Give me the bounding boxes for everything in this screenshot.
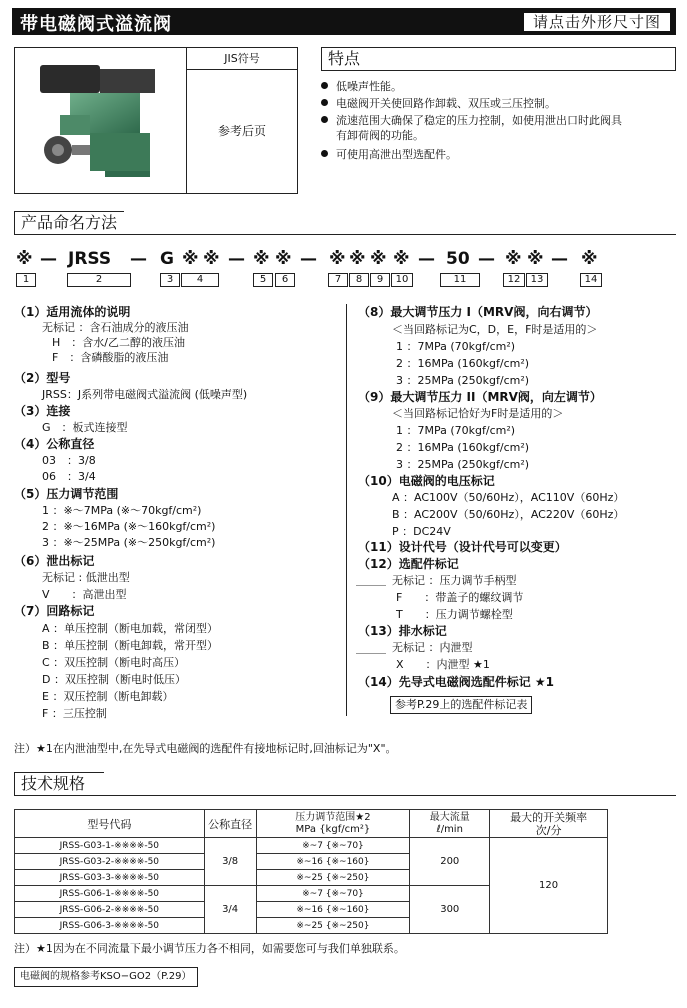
divider bbox=[356, 653, 386, 654]
code-number: 5 bbox=[253, 273, 273, 287]
divider bbox=[14, 795, 676, 796]
code-part: ※ bbox=[393, 249, 410, 269]
table-row: JRSS-G06-3-※※※※-50 ※~25 {※~250} bbox=[15, 918, 608, 934]
code-number: 13 bbox=[526, 273, 548, 287]
divider bbox=[14, 234, 676, 235]
valve-product-image bbox=[30, 55, 180, 185]
code-number: 9 bbox=[370, 273, 390, 287]
code-part: ※ bbox=[527, 249, 544, 269]
code-part: ※ bbox=[275, 249, 292, 269]
code-number: 1 bbox=[16, 273, 36, 287]
code-part: — bbox=[418, 249, 435, 269]
column-divider bbox=[346, 304, 347, 716]
option-line: C ：双压控制（断电时高压） bbox=[42, 656, 186, 669]
option-line: 06 ：3/4 bbox=[42, 470, 96, 483]
option-line: 无标记 ：含石油成分的液压油 bbox=[42, 321, 189, 334]
code-part: ※ bbox=[581, 249, 598, 269]
option-line: 3 ：※～25MPa (※～250kgf/cm²) bbox=[42, 536, 216, 549]
option-line: 2 ：※～16MPa (※～160kgf/cm²) bbox=[42, 520, 216, 533]
naming-heading: 产品命名方法 bbox=[14, 211, 124, 235]
code-part: — bbox=[300, 249, 317, 269]
option-line: G ：板式连接型 bbox=[42, 421, 128, 434]
note: 注）★1在内泄油型中,在先导式电磁阀的选配件有接地标记时,回油标记为"X"。 bbox=[14, 742, 397, 755]
option-line: 无标记 ：压力调节手柄型 bbox=[392, 574, 517, 587]
option-line: 2 ：16MPa (160kgf/cm²) bbox=[396, 441, 530, 454]
option-line: T ：压力调节螺栓型 bbox=[396, 608, 513, 621]
jis-symbol-label: JIS符号 bbox=[224, 52, 260, 65]
option-heading: （10）电磁阀的电压标记 bbox=[358, 474, 495, 488]
code-part: — bbox=[551, 249, 568, 269]
option-line: X ：内泄型 ★1 bbox=[396, 658, 490, 671]
option-line: F ：带盖子的螺纹调节 bbox=[396, 591, 524, 604]
spec-heading: 技术规格 bbox=[14, 772, 104, 796]
option-heading: （13）排水标记 bbox=[358, 624, 447, 638]
col-header: 公称直径 bbox=[204, 810, 256, 838]
option-line: 无标记 : 低泄出型 bbox=[42, 571, 130, 584]
code-part: G bbox=[160, 249, 174, 269]
bullet-icon bbox=[321, 150, 328, 157]
bullet-icon bbox=[321, 82, 328, 89]
option-line: A ：AC100V（50/60Hz），AC110V（60Hz） bbox=[392, 491, 625, 504]
option-line: D ：双压控制（断电时低压） bbox=[42, 673, 186, 686]
option-heading: （14）先导式电磁阀选配件标记 ★1 bbox=[358, 675, 554, 689]
option-heading: （1）适用流体的说明 bbox=[14, 305, 131, 319]
code-part: ※ bbox=[203, 249, 220, 269]
col-header: 最大流量 ℓ/min bbox=[410, 810, 490, 838]
code-number: 7 bbox=[328, 273, 348, 287]
code-number: 14 bbox=[580, 273, 602, 287]
code-part: JRSS bbox=[68, 249, 112, 269]
option-heading: （9）最大调节压力 II（MRV阀，向左调节） bbox=[358, 390, 602, 404]
option-ref-box[interactable]: 参考P.29上的选配件标记表 bbox=[390, 696, 532, 714]
option-line: 无标记 ：内泄型 bbox=[392, 641, 473, 654]
outline-drawing-link[interactable]: 请点击外形尺寸图 bbox=[522, 11, 672, 33]
option-heading: （6）泄出标记 bbox=[14, 554, 95, 568]
option-line: JRSS：J系列带电磁阀式溢流阀 (低噪声型) bbox=[42, 388, 248, 401]
divider bbox=[186, 69, 298, 70]
code-part: ※ bbox=[349, 249, 366, 269]
code-part: — bbox=[228, 249, 245, 269]
page-title: 带电磁阀式溢流阀 bbox=[20, 14, 172, 35]
feature-item: 电磁阀开关使回路作卸载、双压或三压控制。 bbox=[321, 97, 556, 111]
col-header: 压力调节范围★2 MPa {kgf/cm²} bbox=[256, 810, 410, 838]
bullet-icon bbox=[321, 99, 328, 106]
note: 注）★1因为在不同流量下最小调节压力各不相同，如需要您可与我们单独联系。 bbox=[14, 942, 405, 955]
code-part: — bbox=[130, 249, 147, 269]
code-number: 11 bbox=[440, 273, 480, 287]
code-number: 12 bbox=[503, 273, 525, 287]
option-line: 3 ：25MPa (250kgf/cm²) bbox=[396, 374, 530, 387]
option-line: F ：三压控制 bbox=[42, 707, 107, 720]
feature-item-cont: 有卸荷阀的功能。 bbox=[336, 129, 424, 142]
option-line: A ：单压控制（断电加载，常闭型） bbox=[42, 622, 219, 635]
option-heading: （2）型号 bbox=[14, 371, 71, 385]
option-heading: （5）压力调节范围 bbox=[14, 487, 119, 501]
option-heading: （3）连接 bbox=[14, 404, 71, 418]
table-row: JRSS-G03-3-※※※※-50 ※~25 {※~250} bbox=[15, 870, 608, 886]
option-line: E ：双压控制（断电卸载） bbox=[42, 690, 174, 703]
code-number: 8 bbox=[349, 273, 369, 287]
option-line: H ：含水/乙二醇的液压油 bbox=[52, 336, 185, 349]
table-row: JRSS-G03-2-※※※※-50 ※~16 {※~160} bbox=[15, 854, 608, 870]
features-heading: 特点 bbox=[321, 47, 676, 71]
option-line: ＜当回路标记恰好为F时是适用的＞ bbox=[392, 407, 564, 420]
code-number: 2 bbox=[67, 273, 131, 287]
table-row: JRSS-G06-1-※※※※-50 3/4 ※~7 {※~70} 300 bbox=[15, 886, 608, 902]
col-header: 型号代码 bbox=[15, 810, 205, 838]
code-part: ※ bbox=[253, 249, 270, 269]
option-heading: （11）设计代号（设计代号可以变更） bbox=[358, 540, 567, 554]
code-part: ※ bbox=[182, 249, 199, 269]
option-line: 2 ：16MPa (160kgf/cm²) bbox=[396, 357, 530, 370]
code-number: 6 bbox=[275, 273, 295, 287]
option-line: 1 ：※～7MPa (※～70kgf/cm²) bbox=[42, 504, 202, 517]
option-line: ＜当回路标记为C，D，E，F时是适用的＞ bbox=[392, 323, 598, 336]
option-line: 1 ：7MPa (70kgf/cm²) bbox=[396, 424, 516, 437]
option-heading: （4）公称直径 bbox=[14, 437, 95, 451]
code-number: 10 bbox=[391, 273, 413, 287]
col-header: 最大的开关频率 次/分 bbox=[490, 810, 608, 838]
code-number: 3 bbox=[160, 273, 180, 287]
code-part: — bbox=[40, 249, 57, 269]
divider bbox=[356, 585, 386, 586]
option-line: 1 ：7MPa (70kgf/cm²) bbox=[396, 340, 516, 353]
spec-table bbox=[14, 809, 608, 934]
option-line: F ：含磷酸脂的液压油 bbox=[52, 351, 169, 364]
option-line: B ：AC200V（50/60Hz），AC220V（60Hz） bbox=[392, 508, 625, 521]
option-line: 3 ：25MPa (250kgf/cm²) bbox=[396, 458, 530, 471]
code-part: — bbox=[478, 249, 495, 269]
option-heading: （8）最大调节压力 I（MRV阀，向右调节） bbox=[358, 305, 598, 319]
option-heading: （7）回路标记 bbox=[14, 604, 95, 618]
bullet-icon bbox=[321, 116, 328, 123]
option-line: B ：单压控制（断电卸载，常开型） bbox=[42, 639, 219, 652]
code-part: ※ bbox=[505, 249, 522, 269]
code-number: 4 bbox=[181, 273, 219, 287]
table-row: JRSS-G06-2-※※※※-50 ※~16 {※~160} bbox=[15, 902, 608, 918]
table-row: JRSS-G03-1-※※※※-50 3/8 ※~7 {※~70} 200 120 bbox=[15, 838, 608, 854]
code-part: ※ bbox=[370, 249, 387, 269]
code-part: 50 bbox=[446, 249, 470, 269]
spec-ref-box[interactable]: 电磁阀的规格参考KSO−GO2（P.29） bbox=[14, 967, 198, 987]
option-line: V ：高泄出型 bbox=[42, 588, 127, 601]
code-part: ※ bbox=[16, 249, 33, 269]
option-line: 03 ：3/8 bbox=[42, 454, 96, 467]
option-heading: （12）选配件标记 bbox=[358, 557, 459, 571]
code-part: ※ bbox=[329, 249, 346, 269]
feature-item: 可使用高泄出型选配件。 bbox=[321, 148, 457, 162]
see-next-page-label: 参考后页 bbox=[217, 124, 266, 138]
feature-item: 流速范围大确保了稳定的压力控制，如使用泄出口时此阀具 bbox=[321, 114, 622, 128]
feature-item: 低噪声性能。 bbox=[321, 80, 402, 94]
option-line: P ：DC24V bbox=[392, 525, 451, 538]
